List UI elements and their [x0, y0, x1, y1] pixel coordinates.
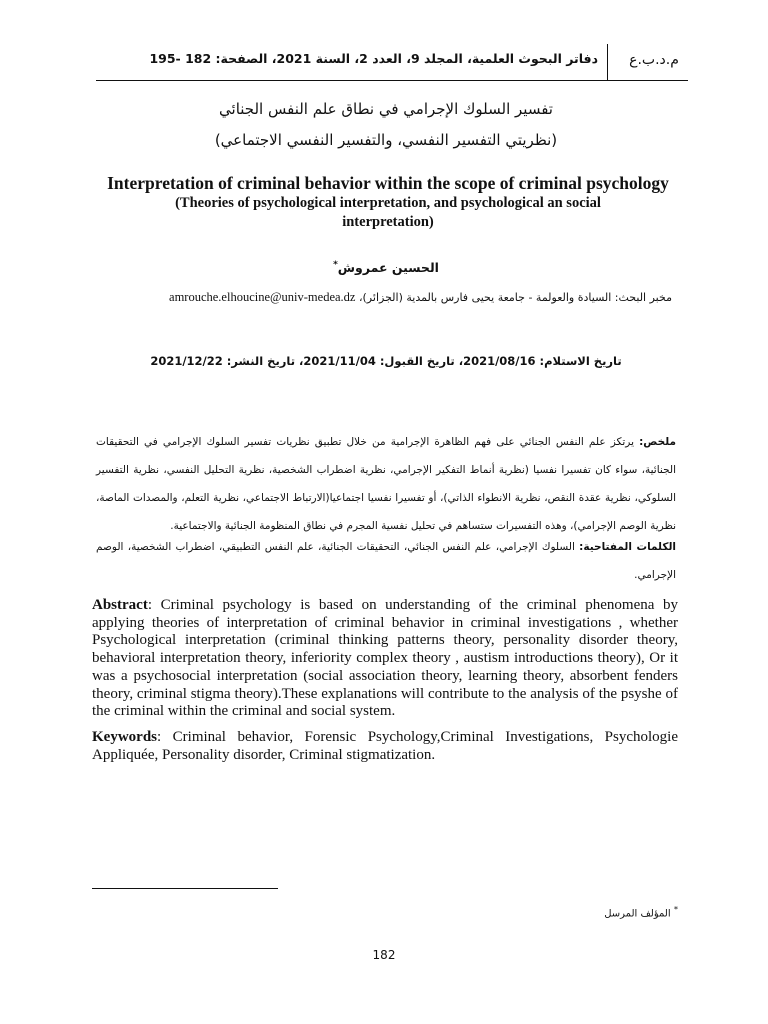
english-keywords	[92, 729, 678, 764]
arabic-keywords-label: الكلمات المفتاحية:	[579, 541, 676, 553]
arabic-abstract-label: ملخص:	[639, 436, 676, 448]
english-abstract	[92, 597, 678, 721]
footnote-text: المؤلف المرسل	[604, 908, 671, 920]
author-email[interactable]: amrouche.elhoucine@univ-medea.dz	[169, 290, 356, 304]
page-number: 182	[372, 948, 396, 962]
article-dates: تاريخ الاستلام: 2021/08/16، تاريخ القبول: 2021/11/04، تاريخ النشر: 2021/12/22	[150, 354, 622, 368]
author-name	[96, 260, 676, 275]
arabic-title: تفسير السلوك الإجرامي في نطاق علم النفس الجنائي	[219, 100, 553, 118]
english-abstract-text: : Criminal psychology is based on understanding of the criminal phenomena by applying theories of interpretation of criminal behavior in criminal investigations , whether Psychological interpretation (criminal thinking patterns theory, personality disorder theory, behavioral interpretation theory, inferiority complex theory , austism introductions theory), Or it was a psychosocial interpretation (social association theory, learning theory, absorbent fenders theory, criminal stigma theory).These explanations will contribute to the analysis of the psyshe of the criminal within the criminal and social system.	[92, 597, 678, 720]
english-subtitle: (Theories of psychological interpretation, and psychological an social interpretation)	[175, 195, 601, 230]
english-abstract-label: Abstract	[92, 597, 148, 613]
arabic-abstract	[96, 428, 676, 540]
author-marker: *	[333, 260, 338, 270]
journal-abbreviation: م.د.ب.ع	[629, 52, 679, 68]
author-name-text: الحسين عمروش	[337, 260, 439, 276]
arabic-keywords-text: السلوك الإجرامي، علم النفس الجنائي، التحقيقات الجنائية، علم النفس التطبيقي، اضطراب الشخصية، الوصم الإجرامي.	[96, 541, 676, 581]
author-affiliation	[169, 290, 672, 305]
running-header	[96, 44, 688, 81]
affiliation-text: مخبر البحث: السيادة والعولمة - جامعة يحيى فارس بالمدية (الجزائر)،	[358, 291, 672, 304]
english-title: Interpretation of criminal behavior within the scope of criminal psychology	[107, 173, 669, 193]
footnote-marker: *	[673, 904, 678, 914]
footnote	[604, 904, 678, 919]
arabic-abstract-text: يرتكز علم النفس الجنائي على فهم الظاهرة الإجرامية من خلال تطبيق نظريات تفسير السلوك الإجرامي في التحقيقات الجنائية، سواء كان تفسيرا نفسيا (نظرية أنماط التفكير الإجرامي، نظرية اضطراب الشخصية، نظرية التحليل النفسي، نظرية التفسير السلوكي، نظرية عقدة النقص، نظرية الانطواء الذاتي)، أو تفسيرا نفسيا اجتماعيا(الارتباط الاجتماعي، نظرية التعلم، والمصدات الماصة، نظرية الوصم الإجرامي)، وهذه التفسيرات ستساهم في تحليل نفسية المجرم في نطاق المنظومة الجنائية والاجتماعية.	[96, 436, 676, 532]
footnote-rule	[92, 888, 278, 889]
english-keywords-label: Keywords	[92, 729, 157, 745]
arabic-subtitle: (نظريتي التفسير النفسي، والتفسير النفسي الاجتماعي)	[214, 131, 558, 149]
journal-citation: دفاتر البحوث العلمية، المجلد 9، العدد 2، السنة 2021، الصفحة: 182 -195	[149, 51, 598, 66]
arabic-keywords	[96, 533, 676, 589]
header-divider	[607, 44, 608, 80]
english-keywords-text: : Criminal behavior, Forensic Psychology,Criminal Investigations, Psychologie Appliquée, Personality disorder, Criminal stigmatization.	[92, 729, 678, 763]
